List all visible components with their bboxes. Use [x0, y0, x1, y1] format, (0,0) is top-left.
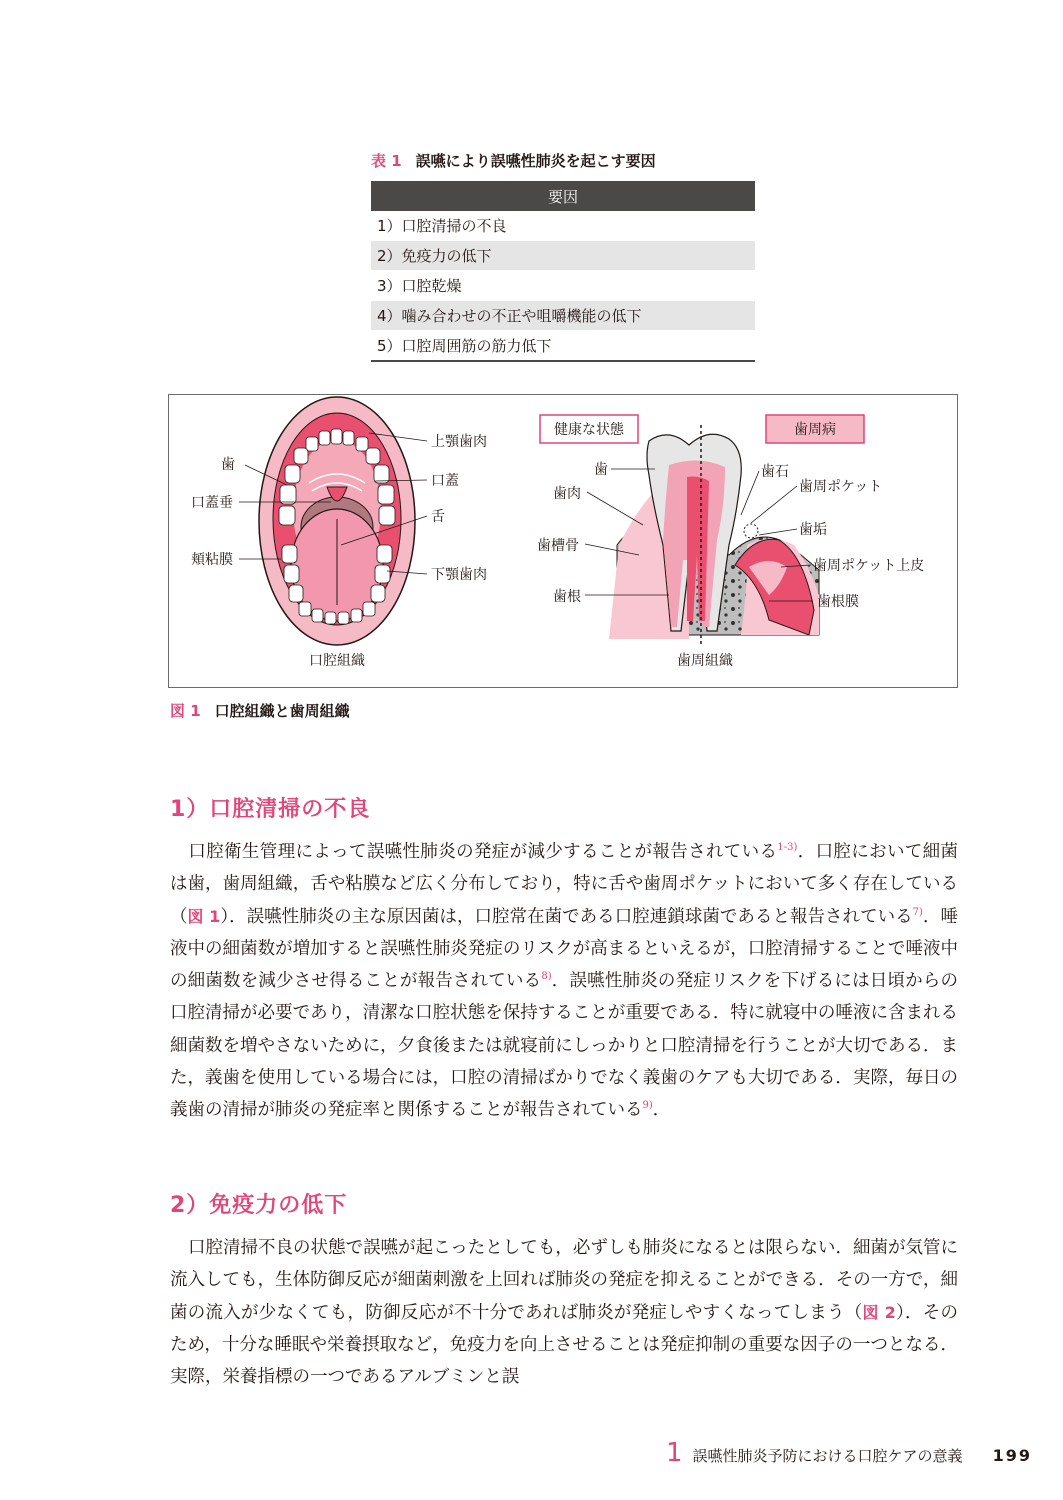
figure-illustration: [169, 395, 957, 687]
page-footer: [666, 1438, 1032, 1468]
label-ligament: 歯根膜: [817, 594, 859, 610]
disease-badge-label: 歯周病: [794, 422, 836, 438]
healthy-badge-label: 健康な状態: [554, 422, 624, 438]
label-pocket-epithelium: 歯周ポケット上皮: [813, 558, 925, 574]
perio-caption: 歯周組織: [677, 653, 733, 669]
label-teeth: 歯: [221, 457, 235, 473]
table-label: 表 1: [371, 152, 402, 170]
section2-paragraph: 口腔清掃不良の状態で誤嚥が起こったとしても，必ずしも肺炎になるとは限らない．細菌が気管に流入しても，生体防御反応が細菌刺激を上回れば肺炎の発症を抑えることができる．その一方で，細菌の流入が少なくても，防御反応が不十分であれば肺炎が発症しやすくなってしまう（図 2）．そのため，十分な睡眠や栄養摂取など，免疫力を向上させることは発症抑制の重要な因子の一つとなる．実際，栄養指標の一つであるアルブミンと誤: [170, 1238, 958, 1388]
page-number: 199: [992, 1446, 1032, 1465]
citation: 9): [642, 1100, 653, 1112]
label-gingiva: 歯肉: [553, 486, 581, 502]
label-palate: 口蓋: [431, 473, 459, 489]
label-alveolar-bone: 歯槽骨: [537, 538, 579, 554]
label-lower-gingiva: 下顎歯肉: [431, 567, 487, 583]
citation: 1-3): [777, 842, 798, 854]
figure-title: 口腔組織と歯周組織: [214, 702, 350, 720]
label-root: 歯根: [553, 589, 581, 605]
label-buccal-mucosa: 頬粘膜: [191, 552, 233, 568]
figure-reference-link[interactable]: 図 1: [187, 906, 221, 926]
oral-cavity-illustration: [259, 397, 415, 645]
label-uvula: 口蓋垂: [191, 495, 233, 511]
factor-table: [371, 181, 755, 362]
figure-reference-link[interactable]: 図 2: [862, 1302, 896, 1322]
section1-paragraph: 口腔衛生管理によって誤嚥性肺炎の発症が減少することが報告されている$^{1-3)}$．口腔において細菌は歯，歯周組織，舌や粘膜など広く分布しており，特に舌や歯周ポケットにおいて多く存在している（図 1）．誤嚥性肺炎の主な原因菌は，口腔常在菌である口腔連鎖球菌であると報告されている$^{7)}$．唾液中の細菌数が増加すると誤嚥性肺炎発症のリスクが高まるといえるが，口腔清掃することで唾液中の細菌数を減少させ得ることが報告されている$^{8)}$．誤嚥性肺炎の発症リスクを下げるには日頃からの口腔清掃が必要であり，清潔な口腔状態を保持することが重要である．特に就寝中の唾液に含まれる細菌数を増やさないために，夕食後または就寝前にしっかりと口腔清掃を行うことが大切である．また，義歯を使用している場合には，口腔の清掃ばかりでなく義歯のケアも大切である．実際，毎日の義歯の清掃が肺炎の発症率と関係することが報告されている$^{9)}$．: [170, 842, 959, 1121]
section1-heading: 1）口腔清掃の不良: [170, 797, 371, 822]
table-title: 誤嚥により誤嚥性肺炎を起こす要因: [415, 152, 656, 170]
table-row: 2）免疫力の低下: [371, 241, 755, 271]
label-tongue: 舌: [431, 509, 445, 525]
figure-label: 図 1: [170, 702, 201, 720]
table-header: 要因: [371, 181, 755, 211]
table-row: 5）口腔周囲筋の筋力低下: [371, 331, 755, 362]
citation: 8): [541, 971, 552, 983]
table-row: 4）噛み合わせの不正や咀嚼機能の低下: [371, 301, 755, 331]
label-upper-gingiva: 上顎歯肉: [431, 434, 487, 450]
table-row: 3）口腔乾燥: [371, 271, 755, 301]
label-tooth: 歯: [594, 462, 608, 478]
label-pocket: 歯周ポケット: [799, 479, 883, 495]
label-plaque: 歯垢: [799, 522, 827, 538]
figure-box: [168, 394, 958, 688]
table-caption: [371, 150, 656, 171]
periodontal-illustration: [609, 425, 819, 645]
figure-caption: [170, 700, 350, 721]
section2-heading: 2）免疫力の低下: [170, 1193, 348, 1218]
chapter-title: 誤嚥性肺炎予防における口腔ケアの意義: [692, 1447, 963, 1465]
citation: 7): [912, 906, 923, 918]
oral-caption: 口腔組織: [309, 653, 365, 669]
chapter-number: 1: [666, 1438, 683, 1468]
label-calculus: 歯石: [761, 464, 789, 480]
table-row: 1）口腔清掃の不良: [371, 211, 755, 241]
